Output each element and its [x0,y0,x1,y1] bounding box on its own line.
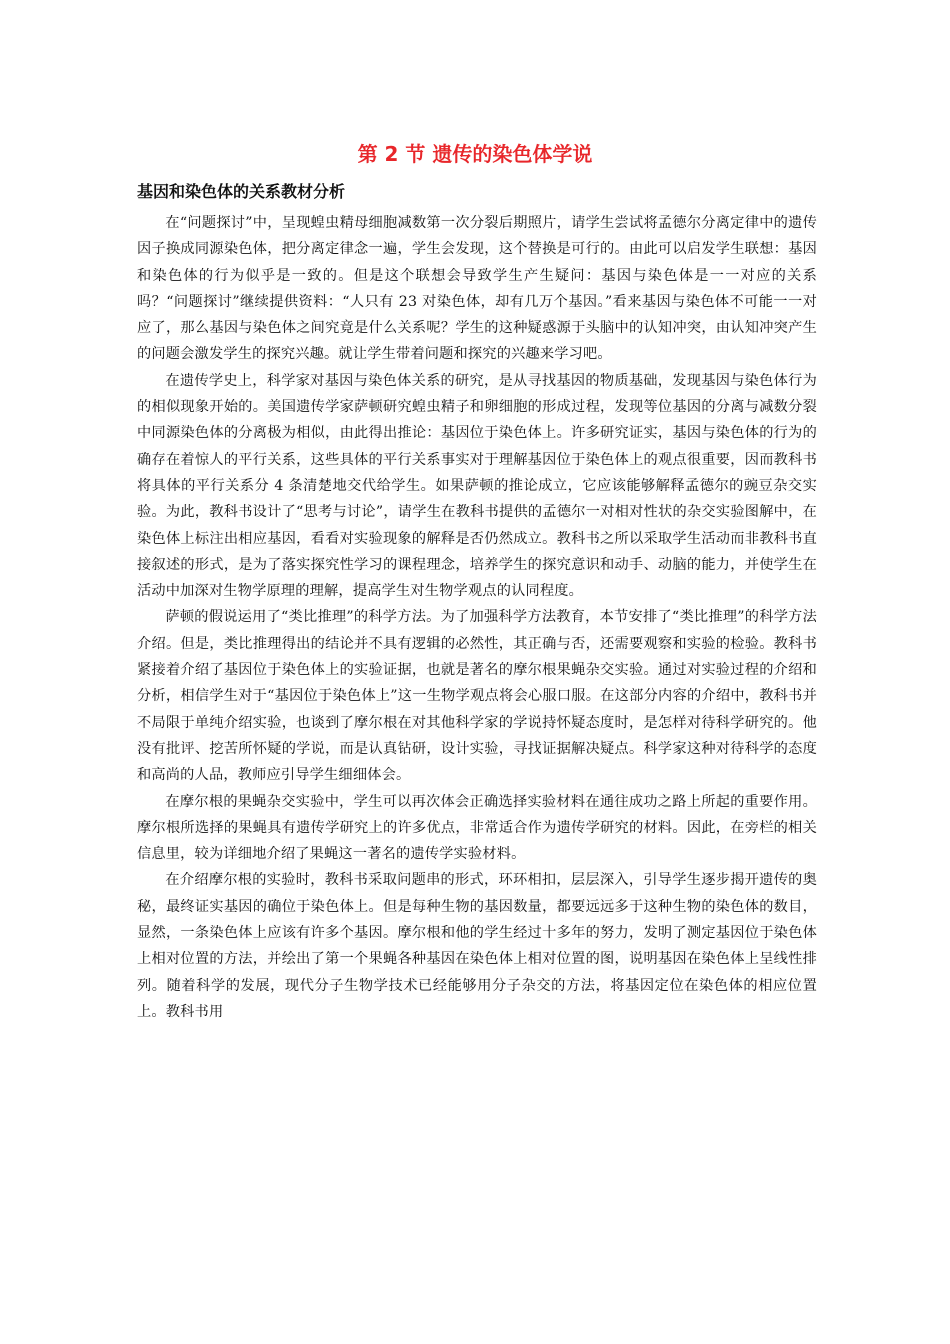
paragraph: 在摩尔根的果蝇杂交实验中，学生可以再次体会正确选择实验材料在通往成功之路上所起的重要作用。摩尔根所选择的果蝇具有遗传学研究上的许多优点，非常适合作为遗传学研究的材料。因此，在旁栏的相关信息里，较为详细地介绍了果蝇这一著名的遗传学实验材料。 [137,793,817,863]
paragraph: 在介绍摩尔根的实验时，教科书采取问题串的形式，环环相扣，层层深入，引导学生逐步揭开遗传的奥秘，最终证实基因的确位于染色体上。但是每种生物的基因数量，都要远远多于这种生物的染色体的数目，显然，一条染色体上应该有许多个基因。摩尔根和他的学生经过十多年的努力，发明了测定基因位于染色体上相对位置的方法，并绘出了第一个果蝇各种基因在染色体上相对位置的图，说明基因在染色体上呈线性排列。随着科学的发展，现代分子生物学技术已经能够用分子杂交的方法，将基因定位在染色体的相应位置上。教科书用 [137,872,817,1020]
article-body [137,210,817,1025]
paragraph: 在“问题探讨”中，呈现蝗虫精母细胞减数第一次分裂后期照片，请学生尝试将孟德尔分离定律中的遗传因子换成同源染色体，把分离定律念一遍，学生会发现，这个替换是可行的。由此可以启发学生联想：基因和染色体的行为似乎是一致的。但是这个联想会导致学生产生疑问：基因与染色体是一一对应的关系吗？“问题探讨”继续提供资料：“人只有 23 对染色体，却有几万个基因。”看来基因与染色体不可能一一对应了，那么基因与染色体之间究竟是什么关系呢？学生的这种疑惑源于头脑中的认知冲突，由认知冲突产生的问题会激发学生的探究兴趣。就让学生带着问题和探究的兴趣来学习吧。 [137,215,817,363]
section-heading: 基因和染色体的关系教材分析 [137,182,346,201]
paragraph: 在遗传学史上，科学家对基因与染色体关系的研究，是从寻找基因的物质基础，发现基因与染色体行为的相似现象开始的。美国遗传学家萨顿研究蝗虫精子和卵细胞的形成过程，发现等位基因的分离与减数分裂中同源染色体的分离极为相似，由此得出推论：基因位于染色体上。许多研究证实，基因与染色体的行为的确存在着惊人的平行关系，这些具体的平行关系事实对于理解基因位于染色体上的观点很重要，因而教科书将具体的平行关系分 4 条清楚地交代给学生。如果萨顿的推论成立，它应该能够解释孟德尔的豌豆杂交实验。为此，教科书设计了“思考与讨论”，请学生在教科书提供的孟德尔一对相对性状的杂交实验图解中，在染色体上标注出相应基因，看看对实验现象的解释是否仍然成立。教科书之所以采取学生活动而非教科书直接叙述的形式，是为了落实探究性学习的课程理念，培养学生的探究意识和动手、动脑的能力，并使学生在活动中加深对生物学原理的理解，提高学生对生物学观点的认同程度。 [137,372,817,600]
page-title: 第 2 节 遗传的染色体学说 [357,142,593,166]
paragraph: 萨顿的假说运用了“类比推理”的科学方法。为了加强科学方法教育，本节安排了“类比推理”的科学方法介绍。但是，类比推理得出的结论并不具有逻辑的必然性，其正确与否，还需要观察和实验的检验。教科书紧接着介绍了基因位于染色体上的实验证据，也就是著名的摩尔根果蝇杂交实验。通过对实验过程的介绍和分析，相信学生对于“基因位于染色体上”这一生物学观点将会心服口服。在这部分内容的介绍中，教科书并不局限于单纯介绍实验，也谈到了摩尔根在对其他科学家的学说持怀疑态度时，是怎样对待科学研究的。他没有批评、挖苦所怀疑的学说，而是认真钻研，设计实验，寻找证据解决疑点。科学家这种对待科学的态度和高尚的人品，教师应引导学生细细体会。 [137,609,817,784]
